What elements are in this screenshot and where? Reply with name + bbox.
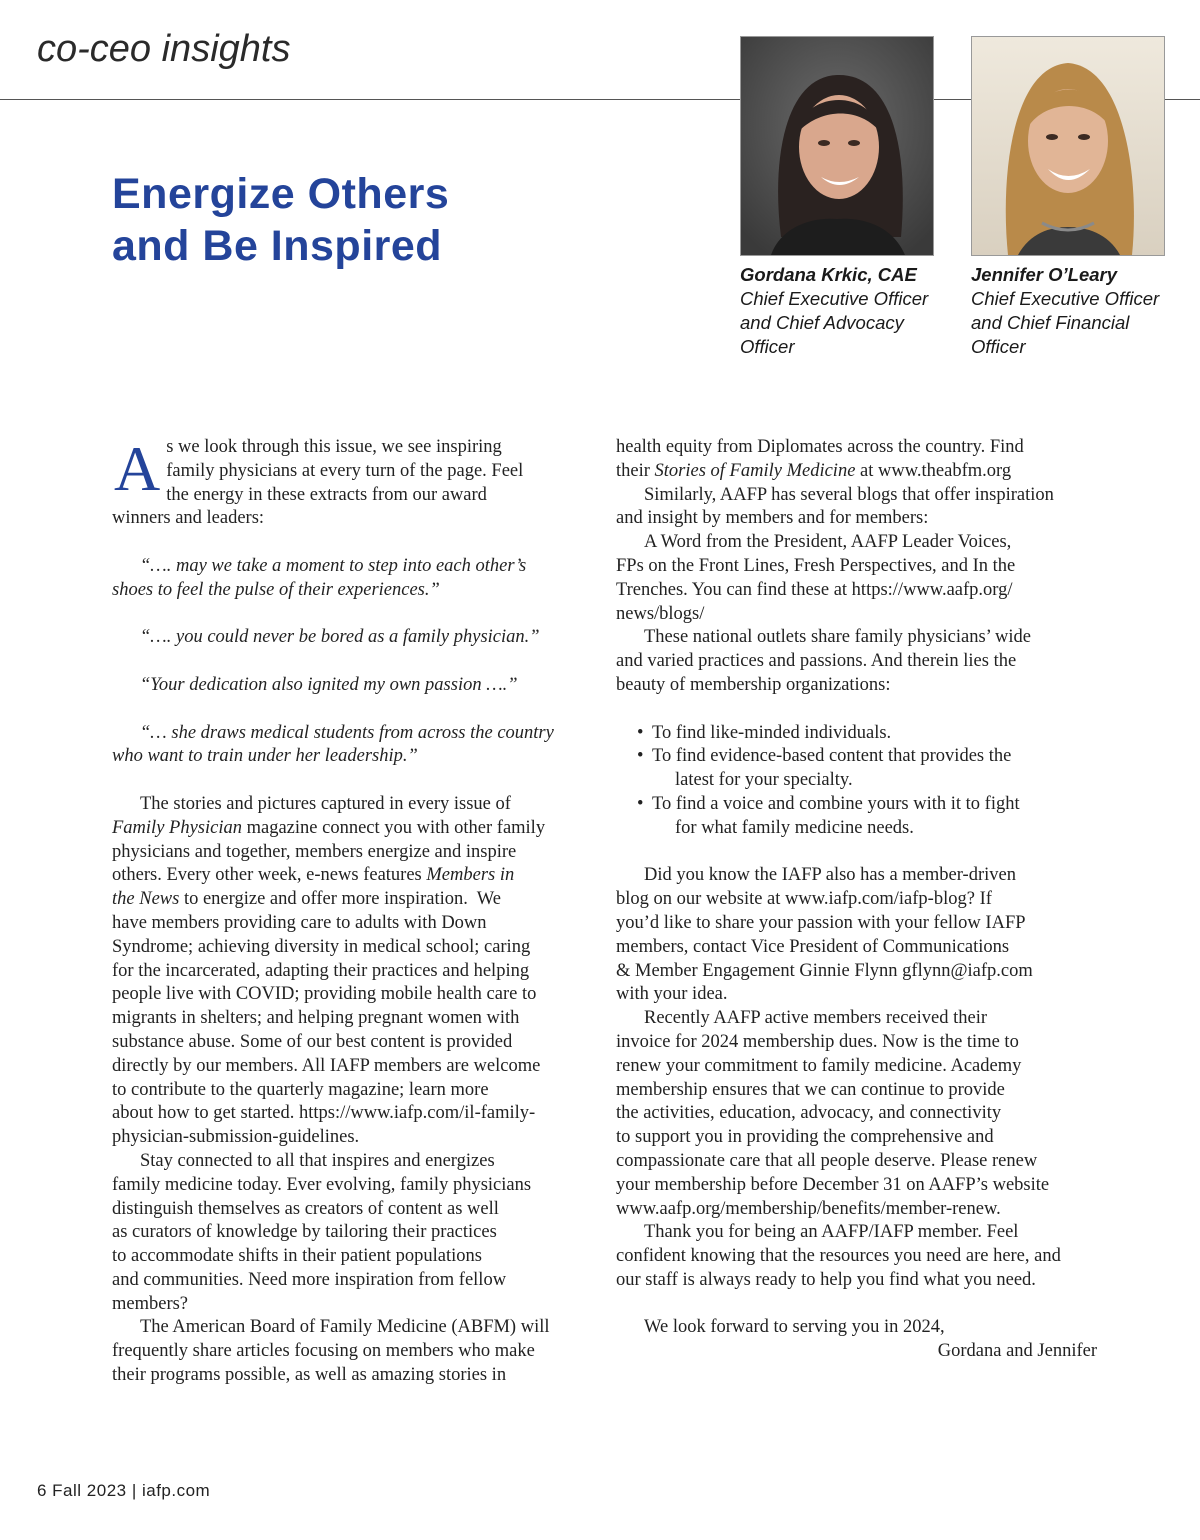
- person-role-line: and Chief Advocacy: [740, 312, 904, 333]
- portrait-gordana-krkic: [740, 36, 934, 256]
- caption-jennifer: [971, 263, 1199, 359]
- bullet-icon: •: [637, 746, 644, 767]
- text-line: and communities. Need more inspiration from fellow: [112, 1269, 507, 1290]
- submission-link-line[interactable]: physician-submission-guidelines.: [112, 1127, 360, 1148]
- right-column: [616, 436, 1106, 1364]
- text-line: to contribute to the quarterly magazine; learn more: [112, 1079, 489, 1100]
- quote-line: shoes to feel the pulse of their experiences.”: [112, 579, 440, 600]
- text-line: frequently share articles focusing on members who make: [112, 1341, 535, 1362]
- quote-line: who want to train under her leadership.”: [112, 746, 418, 767]
- person-role-line: Chief Executive Officer: [971, 288, 1160, 309]
- bullet-text: To find a voice and combine yours with it to fight: [652, 793, 1020, 814]
- title-line-1: Energize Others: [112, 170, 450, 218]
- intro-paragraph: [112, 436, 602, 507]
- text-line: family medicine today. Ever evolving, family physicians: [112, 1174, 532, 1195]
- text-line: our staff is always ready to help you find what you need.: [616, 1269, 1036, 1290]
- text-line: you’d like to share your passion with your fellow IAFP: [616, 912, 1026, 933]
- text-line: with your idea.: [616, 984, 728, 1005]
- text-line: FPs on the Front Lines, Fresh Perspectives, and In the: [616, 555, 1016, 576]
- bullet-icon: •: [637, 793, 644, 814]
- text-line: directly by our members. All IAFP members are welcome: [112, 1055, 541, 1076]
- text-line: Family Physician magazine connect you with other family: [112, 817, 546, 838]
- bullet-text: latest for your specialty.: [675, 770, 853, 791]
- text-line: the activities, education, advocacy, and connectivity: [616, 1103, 1002, 1124]
- text-line: & Member Engagement Ginnie Flynn gflynn@iafp.com: [616, 960, 1033, 981]
- text-line: These national outlets share family physicians’ wide: [644, 627, 1032, 648]
- text-line: substance abuse. Some of our best content is provided: [112, 1031, 513, 1052]
- text-line: your membership before December 31 on AAFP’s website: [616, 1174, 1050, 1195]
- text-line: blog on our website at www.iafp.com/iafp-blog? If: [616, 889, 992, 910]
- bullet-text: To find like-minded individuals.: [652, 722, 892, 743]
- text-line: The American Board of Family Medicine (ABFM) will: [140, 1317, 550, 1338]
- text-line: Did you know the IAFP also has a member-driven: [644, 865, 1016, 886]
- text-line: physicians and together, members energize and inspire: [112, 841, 517, 862]
- closing-line: We look forward to serving you in 2024,: [644, 1317, 945, 1338]
- article-title: [112, 168, 449, 272]
- text-line: to accommodate shifts in their patient populations: [112, 1246, 482, 1267]
- text-line: winners and leaders:: [112, 508, 265, 529]
- text-line: as curators of knowledge by tailoring their practices: [112, 1222, 497, 1243]
- text-line: A Word from the President, AAFP Leader Voices,: [644, 532, 1012, 553]
- text-line: the energy in these extracts from our award: [166, 484, 487, 505]
- person-role-line: Officer: [740, 336, 795, 357]
- submission-link-line[interactable]: about how to get started. https://www.iafp.com/il-family-: [112, 1103, 536, 1124]
- blogs-link-line[interactable]: Trenches. You can find these at https://www.aafp.org/: [616, 579, 1013, 600]
- text-line: their programs possible, as well as amazing stories in: [112, 1365, 507, 1386]
- quote-line: “…. may we take a moment to step into each other’s: [140, 555, 527, 576]
- text-line: invoice for 2024 membership dues. Now is the time to: [616, 1031, 1019, 1052]
- list-item: [616, 793, 1106, 817]
- text-line: Similarly, AAFP has several blogs that offer inspiration: [644, 484, 1054, 505]
- person-role-line: and Chief Financial: [971, 312, 1130, 333]
- text-line: confident knowing that the resources you need are here, and: [616, 1246, 1061, 1267]
- person-name: Jennifer O’Leary: [971, 264, 1118, 285]
- renew-link-line[interactable]: www.aafp.org/membership/benefits/member-renew.: [616, 1198, 1001, 1219]
- title-line-2: and Be Inspired: [112, 222, 443, 270]
- text-line: others. Every other week, e-news features Members in: [112, 865, 515, 886]
- section-label: co-ceo insights: [37, 28, 291, 70]
- text-line: health equity from Diplomates across the country. Find: [616, 437, 1024, 457]
- text-line: renew your commitment to family medicine. Academy: [616, 1055, 1022, 1076]
- text-line: and insight by members and for members:: [616, 508, 929, 529]
- text-line: Thank you for being an AAFP/IAFP member. Feel: [644, 1222, 1019, 1243]
- abfm-link[interactable]: www.theabfm.org: [878, 460, 1012, 481]
- list-item: [616, 722, 1106, 746]
- text-line: members, contact Vice President of Communications: [616, 936, 1010, 957]
- text-line: distinguish themselves as creators of content as well: [112, 1198, 499, 1219]
- text-line: Recently AAFP active members received their: [644, 1008, 987, 1029]
- text-line: for the incarcerated, adapting their practices and helping: [112, 960, 530, 981]
- blogs-link-line[interactable]: news/blogs/: [616, 603, 705, 624]
- text-line: migrants in shelters; and helping pregnant women with: [112, 1008, 520, 1029]
- text-line: family physicians at every turn of the page. Feel: [166, 460, 524, 481]
- person-role-line: Officer: [971, 336, 1026, 357]
- bullet-text: To find evidence-based content that provides the: [652, 746, 1012, 767]
- caption-gordana: [740, 263, 968, 359]
- text-line: the News to energize and offer more inspiration. We: [112, 889, 501, 910]
- text-line: beauty of membership organizations:: [616, 674, 891, 695]
- quote-line: “…. you could never be bored as a family physician.”: [140, 627, 540, 648]
- text-line: and varied practices and passions. And therein lies the: [616, 651, 1017, 672]
- text-line: s we look through this issue, we see inspiring: [166, 437, 502, 457]
- quote-line: “Your dedication also ignited my own passion ….”: [140, 674, 518, 695]
- signature: Gordana and Jennifer: [937, 1341, 1097, 1362]
- text-line: Syndrome; achieving diversity in medical school; caring: [112, 936, 531, 957]
- page-footer: 6 Fall 2023 | iafp.com: [37, 1481, 211, 1500]
- quote-line: “… she draws medical students from across the country: [140, 722, 554, 743]
- text-line: The stories and pictures captured in every issue of: [140, 793, 511, 814]
- text-line: to support you in providing the comprehensive and: [616, 1127, 994, 1148]
- text-line: membership ensures that we can continue to provide: [616, 1079, 1005, 1100]
- text-line: members?: [112, 1293, 189, 1314]
- person-role-line: Chief Executive Officer: [740, 288, 929, 309]
- text-line: their Stories of Family Medicine at www.theabfm.org: [616, 460, 1012, 481]
- person-name: Gordana Krkic, CAE: [740, 264, 917, 285]
- text-line: people live with COVID; providing mobile health care to: [112, 984, 537, 1005]
- drop-cap: A: [114, 436, 161, 504]
- left-column: [112, 436, 602, 1388]
- text-line: compassionate care that all people deserve. Please renew: [616, 1150, 1038, 1171]
- list-item: [616, 745, 1106, 769]
- bullet-text: for what family medicine needs.: [675, 817, 914, 838]
- text-line: Stay connected to all that inspires and energizes: [140, 1150, 495, 1171]
- text-line: have members providing care to adults with Down: [112, 912, 487, 933]
- bullet-icon: •: [637, 722, 644, 743]
- portrait-jennifer-oleary: [971, 36, 1165, 256]
